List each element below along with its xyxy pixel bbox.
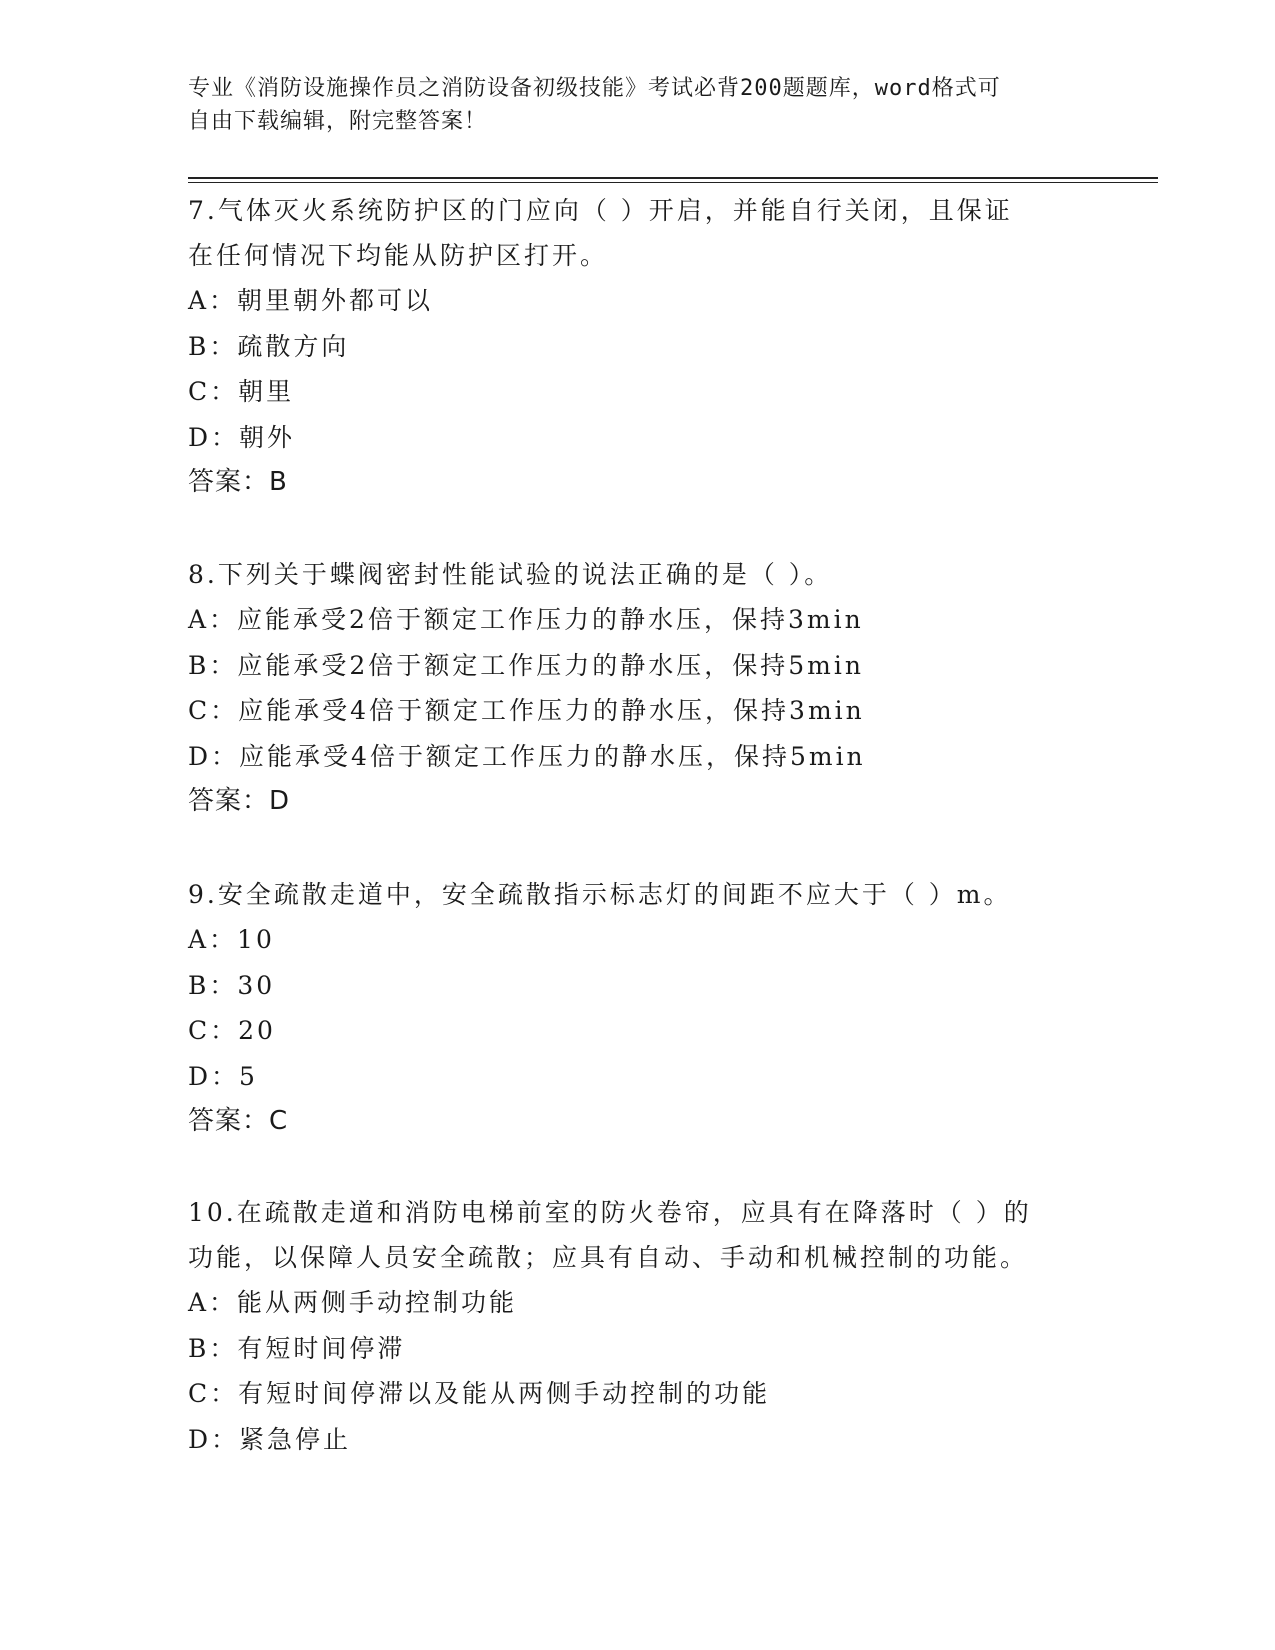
answer-line: 答案：D <box>188 786 291 816</box>
question-7 <box>188 188 1088 505</box>
option-b: B：30 <box>188 970 276 1000</box>
document-header <box>188 72 1088 138</box>
answer-line: 答案：C <box>188 1106 289 1136</box>
question-10 <box>188 1190 1088 1462</box>
header-line-1: 专业《消防设施操作员之消防设备初级技能》考试必背200题题库，word格式可 <box>188 76 1001 101</box>
option-a: A：应能承受2倍于额定工作压力的静水压，保持3min <box>188 605 864 634</box>
question-stem-line: 10.在疏散走道和消防电梯前室的防火卷帘，应具有在降落时（ ）的 <box>188 1198 1032 1227</box>
option-d: D：朝外 <box>188 422 296 452</box>
option-c: C：有短时间停滞以及能从两侧手动控制的功能 <box>188 1379 771 1408</box>
option-d: D：应能承受4倍于额定工作压力的静水压，保持5min <box>188 741 866 771</box>
option-d: D：5 <box>188 1061 258 1091</box>
option-d: D：紧急停止 <box>188 1424 352 1454</box>
answer-line: 答案：B <box>188 467 288 497</box>
question-stem-line: 7.气体灭火系统防护区的门应向（ ）开启，并能自行关闭，且保证 <box>188 196 1013 225</box>
question-stem-line: 在任何情况下均能从防护区打开。 <box>188 241 609 270</box>
option-b: B：应能承受2倍于额定工作压力的静水压，保持5min <box>188 650 864 680</box>
question-stem-line: 功能，以保障人员安全疏散；应具有自动、手动和机械控制的功能。 <box>188 1243 1029 1272</box>
option-c: C：应能承受4倍于额定工作压力的静水压，保持3min <box>188 696 865 725</box>
question-stem-line: 9.安全疏散走道中，安全疏散指示标志灯的间距不应大于（ ）m。 <box>188 880 1012 909</box>
option-a: A：10 <box>188 925 275 954</box>
option-a: A：能从两侧手动控制功能 <box>188 1288 518 1317</box>
option-b: B：有短时间停滞 <box>188 1333 406 1363</box>
option-b: B：疏散方向 <box>188 331 350 361</box>
question-8 <box>188 552 1088 824</box>
question-stem-line: 8.下列关于蝶阀密封性能试验的说法正确的是（ ）。 <box>188 560 833 589</box>
header-divider <box>188 177 1158 179</box>
option-c: C：朝里 <box>188 377 295 406</box>
option-a: A：朝里朝外都可以 <box>188 286 434 315</box>
header-line-2: 自由下载编辑，附完整答案！ <box>188 109 488 134</box>
header-divider-thin <box>188 182 1158 183</box>
option-c: C：20 <box>188 1016 276 1045</box>
question-9 <box>188 872 1088 1144</box>
